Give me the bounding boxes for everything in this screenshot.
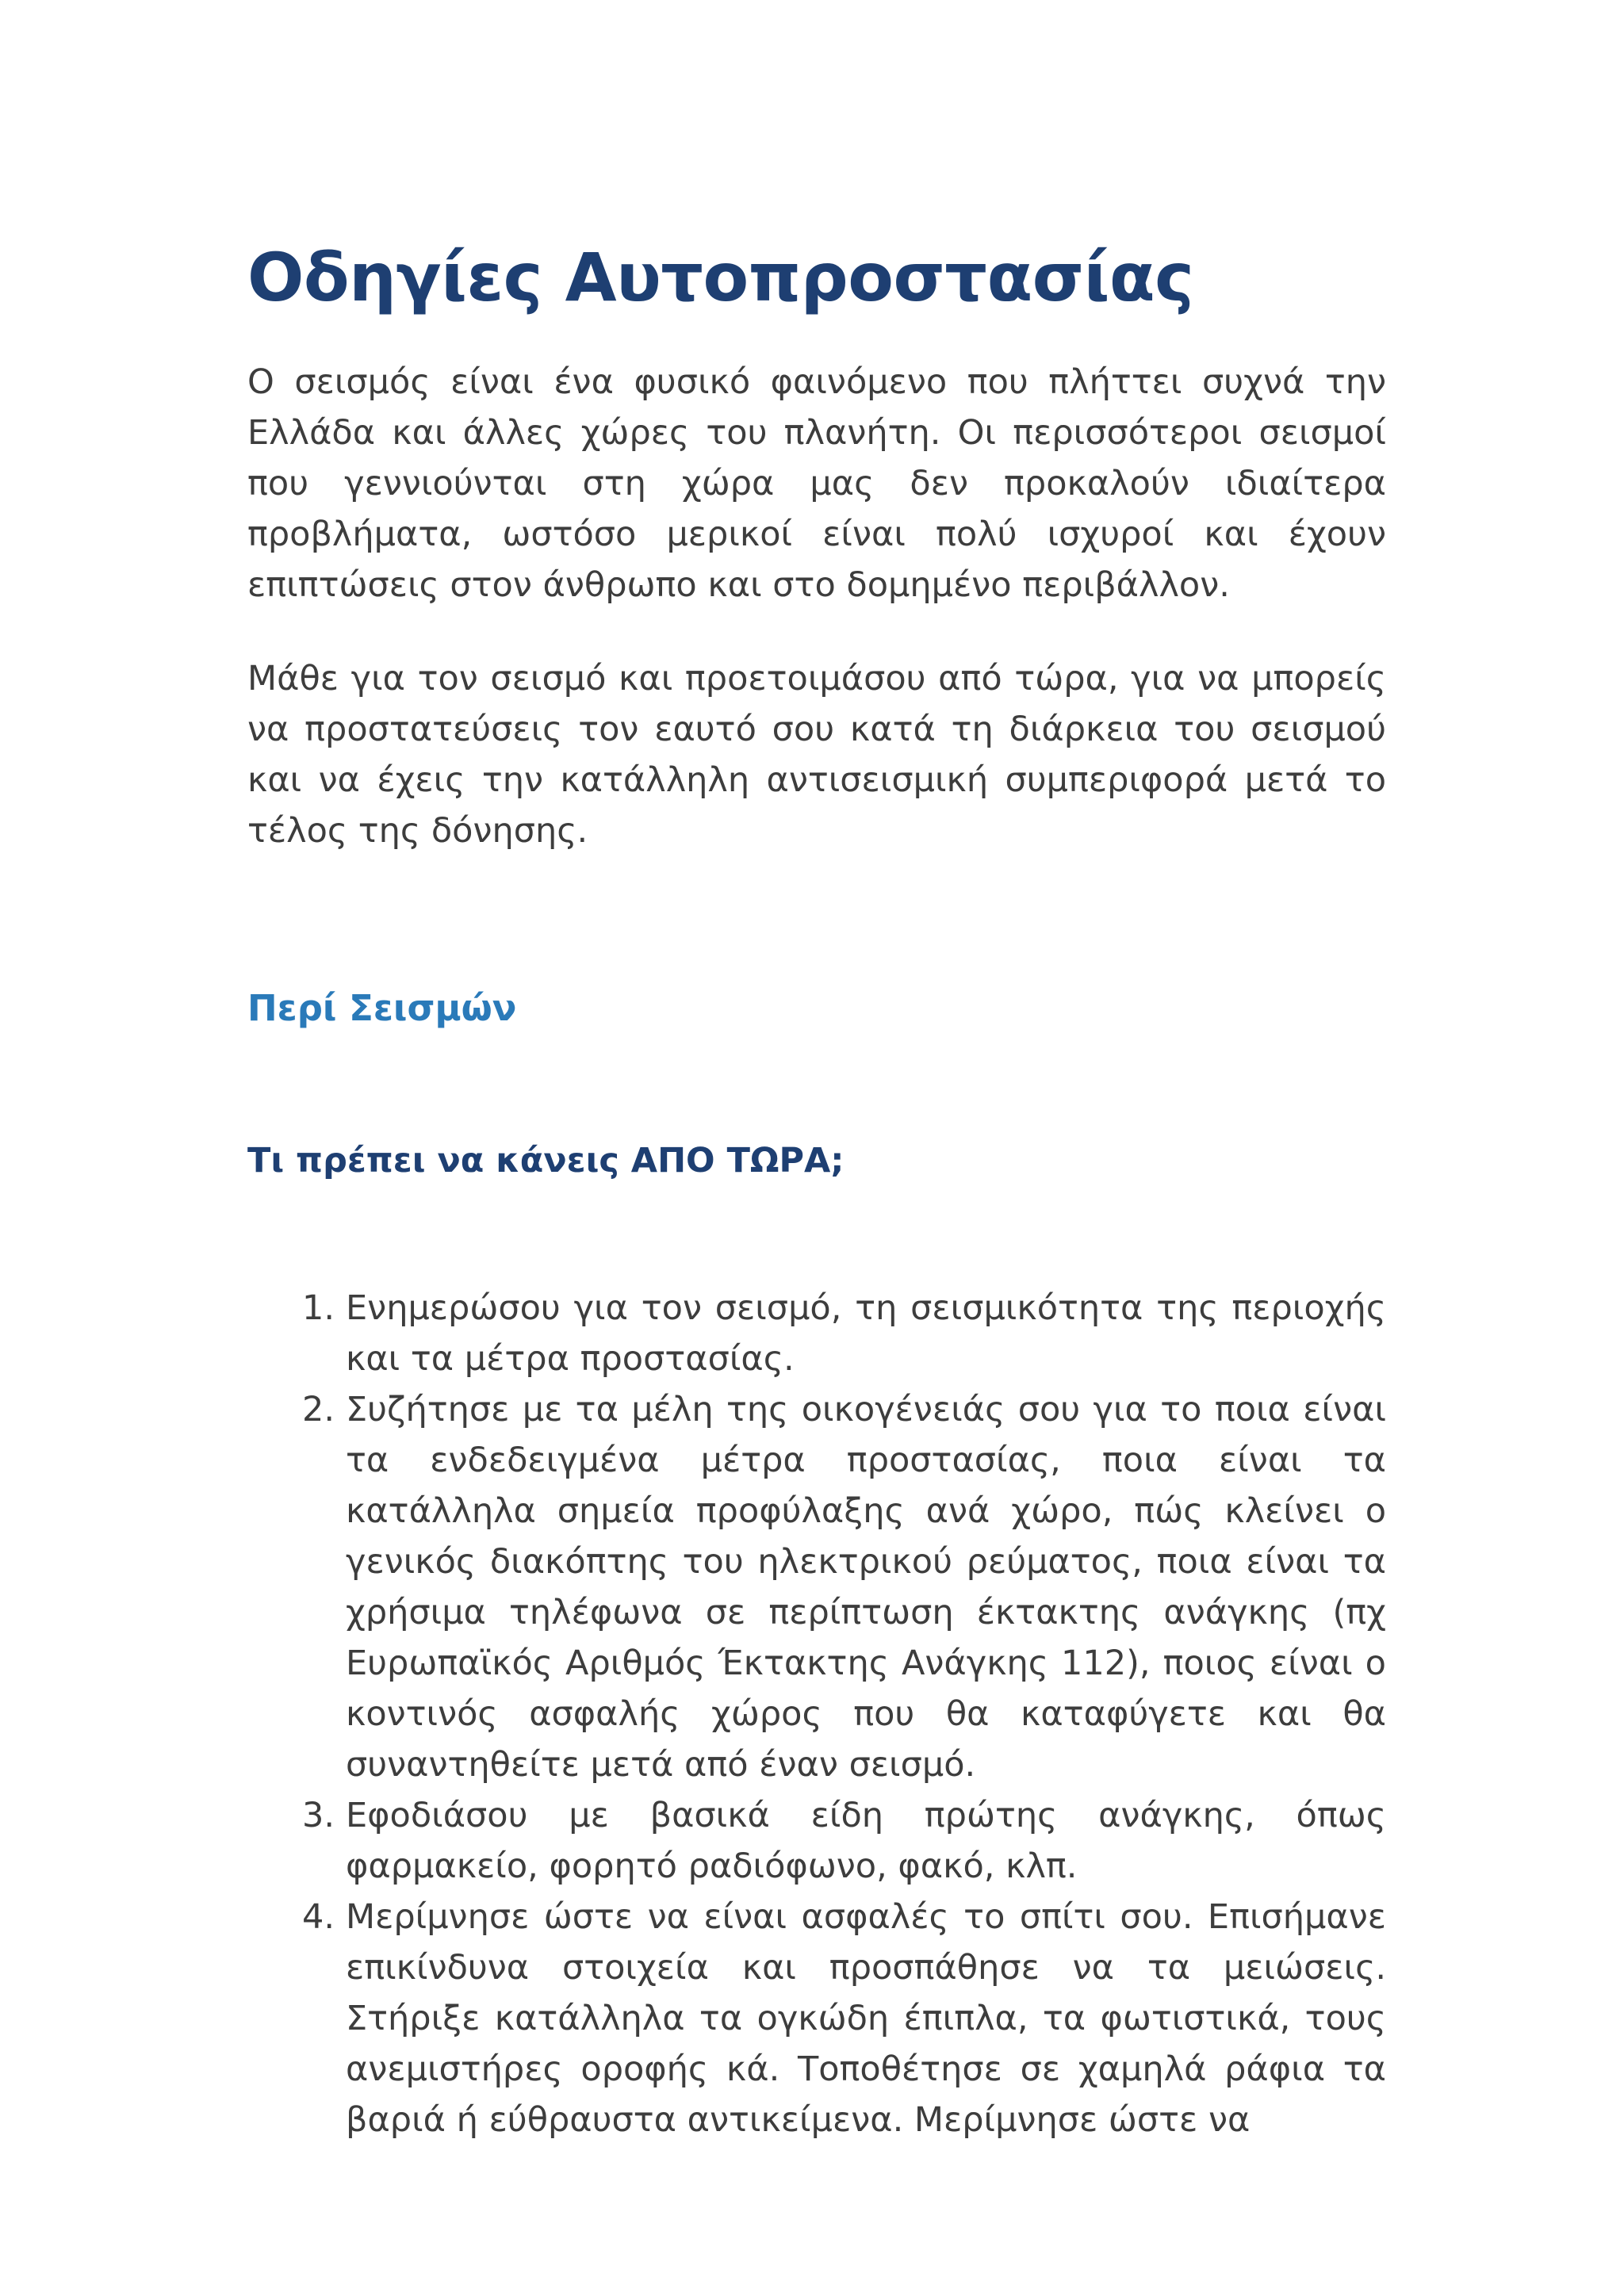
intro-paragraph: Μάθε για τον σεισμό και προετοιμάσου από τώρα, για να μπορείς να προστατεύσεις τον εαυτό σου κατά τη διάρκεια του σεισμού και να έχεις την κατάλληλη αντισεισμική συμπεριφορά μετά το τέλος της δόνησης. xyxy=(247,659,1386,851)
subheading: Τι πρέπει να κάνεις ΑΠΟ ΤΩΡΑ; xyxy=(247,1141,845,1181)
list-item-text: Μερίμνησε ώστε να είναι ασφαλές το σπίτι σου. Επισήμανε επικίνδυνα στοιχεία και προσπάθησε να τα μειώσεις. Στήριξε κατάλληλα τα ογκώδη έπιπλα, τα φωτιστικά, τους ανεμιστήρες οροφής κά. Τοποθέτησε σε χαμηλά ράφια τα βαριά ή εύθραυστα αντικείμενα. Μερίμνησε ώστε να xyxy=(346,1897,1386,2140)
steps-list xyxy=(247,1283,1386,2145)
list-item xyxy=(247,1892,1386,2145)
list-item xyxy=(247,1283,1386,1384)
list-item-number: 2. xyxy=(301,1390,335,1429)
list-item-text: Ενημερώσου για τον σεισμό, τη σεισμικότητα της περιοχής και τα μέτρα προστασίας. xyxy=(346,1288,1386,1379)
list-item xyxy=(247,1384,1386,1790)
list-item-number: 1. xyxy=(301,1288,335,1328)
list-item-text: Συζήτησε με τα μέλη της οικογένειάς σου για το ποια είναι τα ενδεδειγμένα μέτρα προστασίας, ποια είναι τα κατάλληλα σημεία προφύλαξης ανά χώρο, πώς κλείνει ο γενικός διακόπτης του ηλεκτρικού ρεύματος, ποια είναι τα χρήσιμα τηλέφωνα σε περίπτωση έκτακτης ανάγκης (πχ Ευρωπαϊκός Αριθμός Έκτακτης Ανάγκης 112), ποιος είναι ο κοντινός ασφαλής χώρος που θα καταφύγετε και θα συναντηθείτε μετά από έναν σεισμό. xyxy=(346,1390,1386,1785)
section-heading: Περί Σεισμών xyxy=(247,987,517,1029)
document-content xyxy=(247,238,1386,2145)
intro-paragraph: Ο σεισμός είναι ένα φυσικό φαινόμενο που πλήττει συχνά την Ελλάδα και άλλες χώρες του πλανήτη. Οι περισσότεροι σεισμοί που γεννιούνται στη χώρα μας δεν προκαλούν ιδιαίτερα προβλήματα, ωστόσο μερικοί είναι πολύ ισχυροί και έχουν επιπτώσεις στον άνθρωπο και στο δομημένο περιβάλλον. xyxy=(247,362,1386,605)
page-title: Οδηγίες Αυτοπροστασίας xyxy=(247,239,1194,316)
list-item-text: Εφοδιάσου με βασικά είδη πρώτης ανάγκης, όπως φαρμακείο, φορητό ραδιόφωνο, φακό, κλπ. xyxy=(346,1796,1386,1886)
list-item-number: 3. xyxy=(301,1796,335,1835)
list-item xyxy=(247,1790,1386,1892)
list-item-number: 4. xyxy=(301,1897,335,1937)
